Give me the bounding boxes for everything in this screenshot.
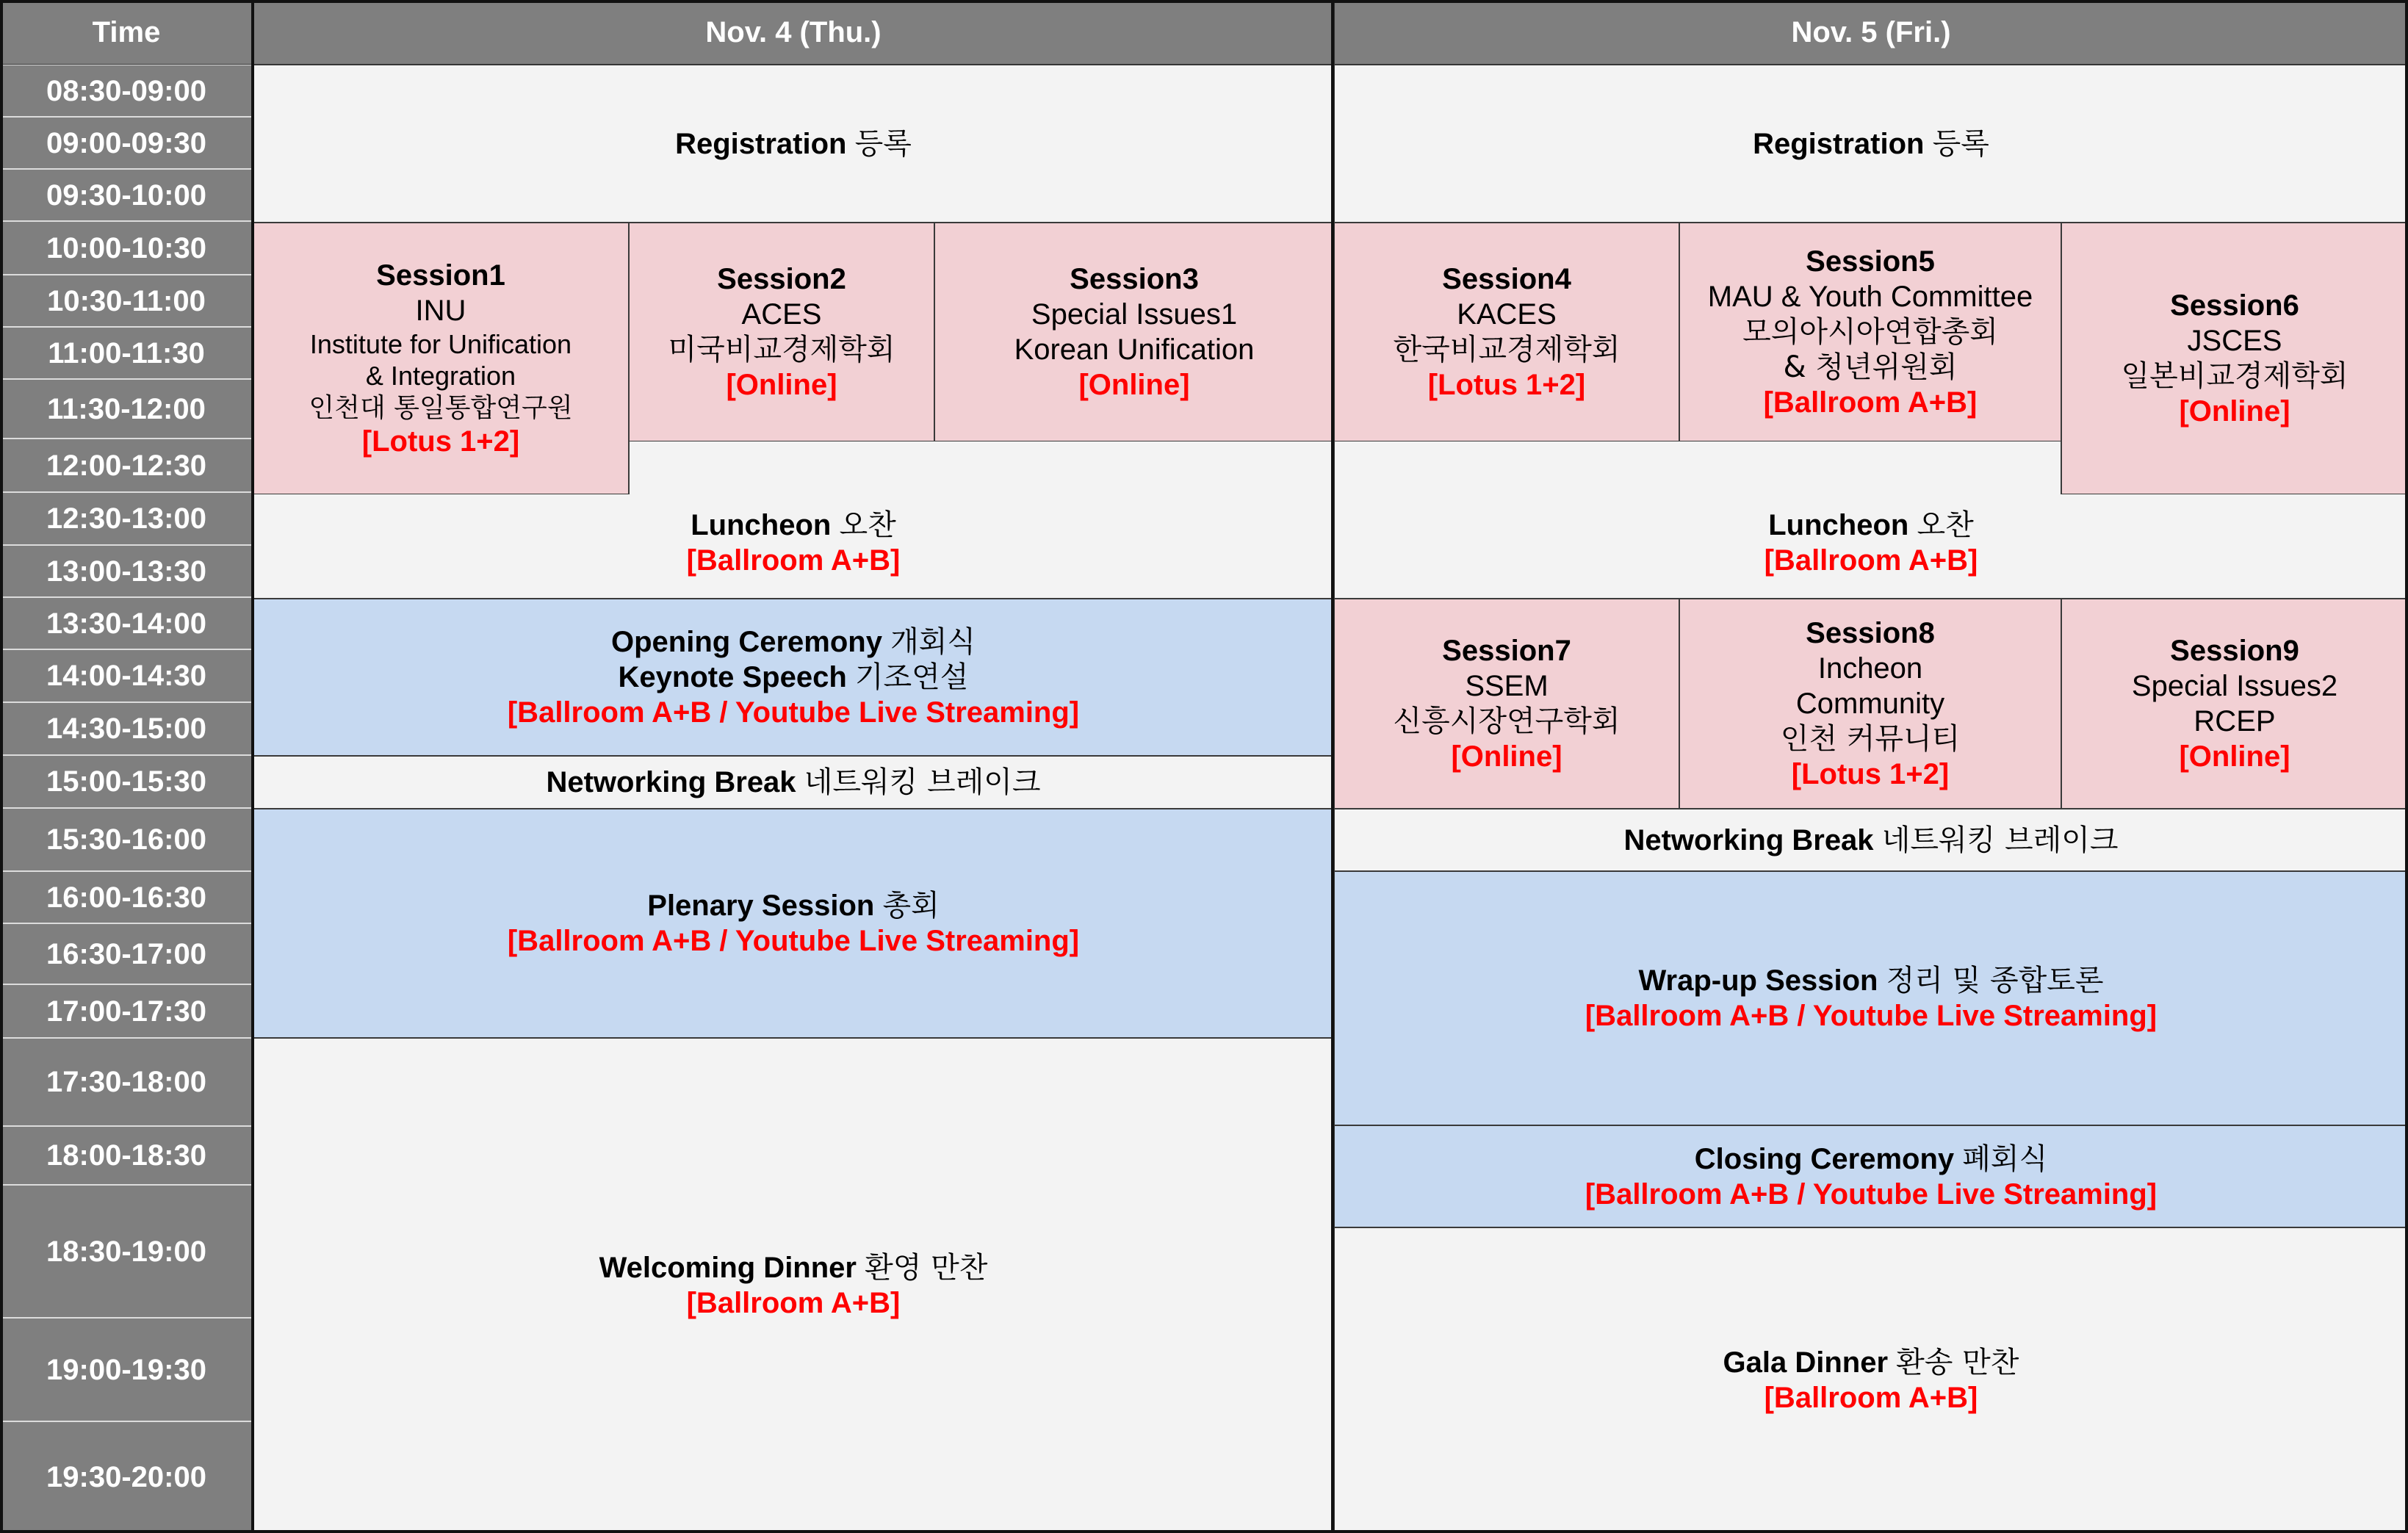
session3-line1: Special Issues1	[1031, 298, 1238, 331]
session1-line1: Institute for Unification	[309, 329, 572, 360]
session3-cell	[934, 223, 1334, 441]
time-slot: 08:30-09:00	[0, 65, 253, 117]
gala-dinner-cell	[1334, 1227, 2408, 1533]
wrapup-title: Wrap-up Session	[1638, 964, 1878, 997]
registration2-kr: 등록	[1932, 126, 1989, 161]
time-slot: 09:00-09:30	[0, 117, 253, 169]
time-slot: 10:30-11:00	[0, 275, 253, 327]
session2-kr: 미국비교경제학회	[668, 333, 895, 367]
time-slot: 19:00-19:30	[0, 1318, 253, 1421]
session7-cell	[1334, 599, 1679, 809]
time-slot: 16:00-16:30	[0, 871, 253, 923]
day1-luncheon	[629, 441, 1334, 494]
session1-kr: 인천대 통일통합연구원	[309, 392, 573, 423]
session6-cell	[2061, 223, 2408, 494]
session7-kr: 신흥시장연구학회	[1393, 704, 1621, 738]
day2-registration	[1334, 65, 2408, 223]
session4-title: Session4	[1442, 263, 1571, 295]
session6-kr: 일본비교경제학회	[2121, 359, 2348, 393]
welcoming-room: [Ballroom A+B]	[686, 1287, 901, 1319]
day2-luncheon-top	[1334, 441, 2061, 494]
session6-room: [Online]	[2179, 395, 2290, 428]
keynote-title: Keynote Speech	[618, 661, 847, 693]
break2-kr: 네트워킹 브레이크	[1881, 823, 2119, 857]
luncheon2-room: [Ballroom A+B]	[1764, 544, 1978, 577]
luncheon-kr: 오찬	[839, 508, 896, 542]
time-slot: 17:30-18:00	[0, 1038, 253, 1126]
registration-title: Registration	[675, 127, 847, 160]
day1-registration	[253, 65, 1334, 223]
session1-title: Session1	[376, 259, 505, 292]
opening-kr: 개회식	[890, 625, 976, 659]
session2-org: ACES	[741, 298, 822, 331]
session7-org: SSEM	[1465, 670, 1549, 702]
session8-line2: Community	[1795, 688, 1945, 720]
time-slot: 10:00-10:30	[0, 221, 253, 275]
session5-cell	[1679, 223, 2061, 441]
time-slot: 11:00-11:30	[0, 327, 253, 379]
welcoming-kr: 환영 만찬	[865, 1251, 988, 1285]
closing-title: Closing Ceremony	[1694, 1142, 1955, 1175]
time-slot: 18:00-18:30	[0, 1126, 253, 1185]
session1-line2: & Integration	[365, 361, 516, 392]
plenary-session-cell	[253, 809, 1334, 1038]
plenary-title: Plenary Session	[647, 890, 875, 922]
time-slot: 15:30-16:00	[0, 808, 253, 871]
session9-line1: Special Issues2	[2131, 670, 2338, 702]
time-slot: 14:00-14:30	[0, 649, 253, 702]
session9-room: [Online]	[2179, 740, 2290, 773]
session7-room: [Online]	[1451, 740, 1562, 773]
session8-room: [Lotus 1+2]	[1791, 758, 1950, 790]
session1-cell	[253, 223, 629, 494]
break1-title: Networking Break	[546, 766, 796, 798]
session6-title: Session6	[2170, 289, 2299, 322]
time-slot: 13:30-14:00	[0, 597, 253, 649]
header-time	[0, 0, 253, 65]
session4-org: KACES	[1457, 298, 1557, 331]
time-slot: 17:00-17:30	[0, 984, 253, 1038]
welcoming-title: Welcoming Dinner	[599, 1252, 857, 1284]
day2-networking-break	[1334, 809, 2408, 871]
session5-line1: MAU & Youth Committee	[1707, 281, 2033, 313]
opening-title: Opening Ceremony	[611, 626, 882, 658]
header-day1	[253, 0, 1334, 65]
session3-room: [Online]	[1078, 369, 1190, 401]
session2-cell	[629, 223, 934, 441]
break2-title: Networking Break	[1623, 823, 1874, 856]
time-slot: 13:00-13:30	[0, 545, 253, 597]
day1-networking-break	[253, 756, 1334, 809]
session8-title: Session8	[1806, 617, 1935, 649]
session5-kr2: & 청년위원회	[1783, 350, 1958, 384]
session9-title: Session9	[2170, 635, 2299, 667]
session5-kr1: 모의아시아연합총회	[1742, 315, 1998, 349]
session5-title: Session5	[1806, 245, 1935, 278]
day1-luncheon-main	[253, 494, 1334, 599]
gala-room: [Ballroom A+B]	[1764, 1382, 1978, 1414]
closing-kr: 폐회식	[1962, 1141, 2048, 1176]
session9-cell	[2061, 599, 2408, 809]
header-day1-label: Nov. 4 (Thu.)	[705, 16, 882, 48]
time-slot: 09:30-10:00	[0, 169, 253, 221]
time-slot: 14:30-15:00	[0, 702, 253, 755]
time-slot: 19:30-20:00	[0, 1421, 253, 1533]
session7-title: Session7	[1442, 635, 1571, 667]
session3-title: Session3	[1070, 263, 1199, 295]
closing-room: [Ballroom A+B / Youtube Live Streaming]	[1585, 1177, 2158, 1211]
plenary-kr: 총회	[882, 889, 940, 923]
time-slot: 15:00-15:30	[0, 755, 253, 808]
header-day2-label: Nov. 5 (Fri.)	[1791, 16, 1951, 48]
header-time-label: Time	[92, 16, 161, 48]
gala-title: Gala Dinner	[1723, 1346, 1889, 1379]
time-slot: 12:30-13:00	[0, 492, 253, 545]
opening-room: [Ballroom A+B / Youtube Live Streaming]	[507, 696, 1080, 729]
session4-cell	[1334, 223, 1679, 441]
closing-ceremony-cell	[1334, 1125, 2408, 1227]
header-day2	[1334, 0, 2408, 65]
time-slot: 16:30-17:00	[0, 923, 253, 984]
session4-kr: 한국비교경제학회	[1393, 333, 1621, 367]
session8-kr: 인천 커뮤니티	[1780, 722, 1961, 756]
luncheon2-title: Luncheon	[1768, 508, 1909, 541]
session2-title: Session2	[717, 263, 846, 295]
opening-ceremony-cell	[253, 599, 1334, 756]
session5-room: [Ballroom A+B]	[1763, 386, 1978, 419]
wrapup-kr: 정리 및 종합토론	[1886, 964, 2104, 998]
session1-org: INU	[415, 295, 466, 328]
keynote-kr: 기조연설	[854, 660, 969, 694]
time-slot: 18:30-19:00	[0, 1185, 253, 1318]
wrapup-room: [Ballroom A+B / Youtube Live Streaming]	[1585, 1000, 2158, 1032]
session8-line1: Incheon	[1817, 652, 1923, 685]
session9-line2: RCEP	[2193, 705, 2276, 737]
session6-org: JSCES	[2187, 325, 2282, 357]
session3-line2: Korean Unification	[1014, 333, 1255, 366]
time-slot: 12:00-12:30	[0, 439, 253, 492]
session2-room: [Online]	[726, 369, 837, 401]
session1-room: [Lotus 1+2]	[361, 425, 520, 458]
session4-room: [Lotus 1+2]	[1427, 369, 1586, 401]
time-slot: 11:30-12:00	[0, 379, 253, 439]
gala-kr: 환송 만찬	[1896, 1346, 2019, 1379]
luncheon-room: [Ballroom A+B]	[686, 544, 901, 577]
registration2-title: Registration	[1753, 127, 1925, 160]
break1-kr: 네트워킹 브레이크	[804, 765, 1041, 799]
day2-luncheon	[1334, 494, 2408, 599]
luncheon-title: Luncheon	[691, 508, 832, 541]
plenary-room: [Ballroom A+B / Youtube Live Streaming]	[507, 925, 1080, 957]
welcoming-dinner-cell	[253, 1038, 1334, 1533]
registration-kr: 등록	[854, 126, 912, 161]
wrapup-session-cell	[1334, 871, 2408, 1125]
luncheon2-kr: 오찬	[1917, 508, 1974, 542]
session8-cell	[1679, 599, 2061, 809]
